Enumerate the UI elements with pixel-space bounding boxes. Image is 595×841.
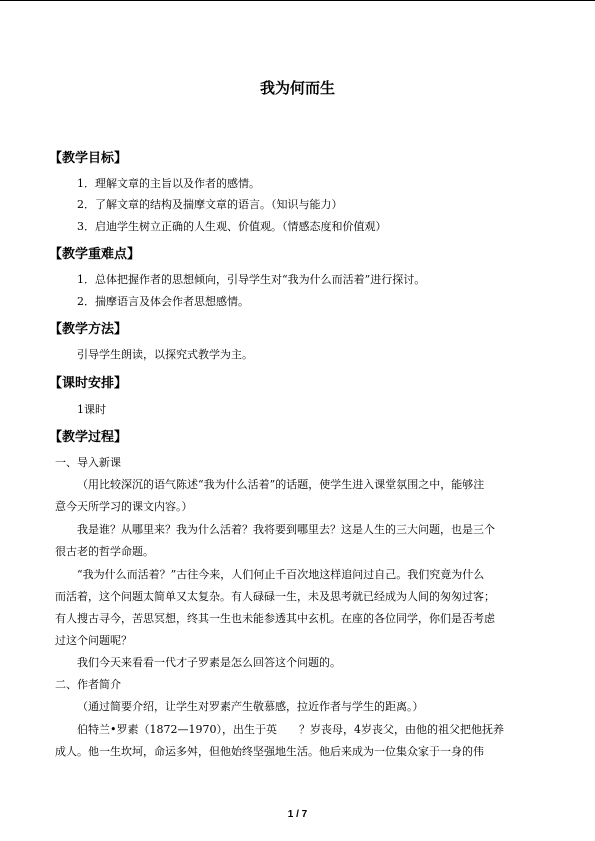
section-title-author: 二、作者简介 bbox=[55, 678, 121, 691]
paragraph-line: 我是谁？从哪里来？我为什么活着？我将要到哪里去？这是人生的三大问题，也是三个 bbox=[77, 523, 495, 536]
schedule-text: 1课时 bbox=[77, 403, 106, 416]
heading-goals: 【教学目标】 bbox=[49, 151, 128, 166]
page-top-border bbox=[0, 0, 595, 1]
heading-process: 【教学过程】 bbox=[49, 430, 128, 445]
heading-methods: 【教学方法】 bbox=[49, 322, 128, 337]
paragraph-line: 很古老的哲学命题。 bbox=[55, 545, 154, 558]
paragraph-line: 过这个问题呢？ bbox=[55, 634, 132, 647]
document-title: 我为何而生 bbox=[259, 79, 335, 97]
goal-item: 1．理解文章的主旨以及作者的感情。 bbox=[77, 177, 260, 190]
paragraph-line: 有人搜古寻今，苦思冥想，终其一生也未能参透其中玄机。在座的各位同学，你们是否考虑 bbox=[55, 612, 495, 625]
paragraph-line: 成人。他一生坎坷，命运多舛，但他始终坚强地生活。他后来成为一位集众家于一身的伟 bbox=[55, 745, 484, 758]
paragraph-line: （通过简要介绍，让学生对罗素产生敬慕感，拉近作者与学生的距离。） bbox=[77, 700, 424, 713]
goal-item: 2．了解文章的结构及揣摩文章的语言。（知识与能力） bbox=[77, 198, 343, 211]
paragraph-line: 而活着，这个问题太简单又太复杂。有人碌碌一生，未及思考就已经成为人间的匆匆过客； bbox=[55, 590, 495, 603]
paragraph-line: 我们今天来看看一代才子罗素是怎么回答这个问题的。 bbox=[77, 656, 341, 669]
methods-text: 引导学生朗读，以探究式教学为主。 bbox=[77, 348, 253, 361]
goal-item: 3．启迪学生树立正确的人生观、价值观。（情感态度和价值观） bbox=[77, 220, 387, 233]
paragraph-line: （用比较深沉的语气陈述“我为什么活着”的话题，使学生进入课堂氛围之中，能够注 bbox=[77, 478, 485, 491]
paragraph-line: “我为什么而活着？”古往今来，人们何止千百次地这样追问过自己。我们究竟为什么 bbox=[77, 568, 485, 581]
paragraph-line: 伯特兰•罗素（1872—1970），出生于英 ？岁丧母，4岁丧父，由他的祖父把他抚养 bbox=[77, 723, 504, 736]
section-title-intro: 一、导入新课 bbox=[55, 456, 121, 469]
heading-schedule: 【课时安排】 bbox=[49, 376, 128, 391]
page-number: 1 / 7 bbox=[287, 809, 308, 820]
key-point-item: 2．揣摩语言及体会作者思想感情。 bbox=[77, 295, 249, 308]
paragraph-line: 意今天所学习的课文内容。） bbox=[55, 500, 193, 513]
heading-key-points: 【教学重难点】 bbox=[49, 247, 141, 262]
key-point-item: 1．总体把握作者的思想倾向，引导学生对“我为什么而活着”进行探讨。 bbox=[77, 273, 426, 286]
